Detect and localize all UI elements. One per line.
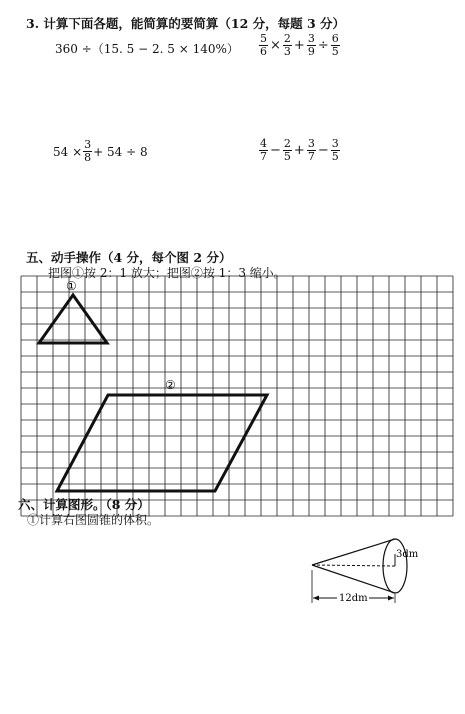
section-5-title: 五、动手操作（4 分，每个图 2 分） bbox=[26, 250, 232, 265]
problem-2: $\frac{5}{6}$ × $\frac{2}{3}$ + $\frac{3}{9}$ ÷ $\frac{6}{5}$ bbox=[260, 32, 339, 58]
section-5-instruction: 把图①按 2：1 放大；把图②按 1：3 缩小。 bbox=[48, 266, 286, 280]
section-6-item-1: ①计算右图圆锥的体积。 bbox=[27, 513, 160, 527]
fraction: $\frac{5}{6}$ bbox=[260, 32, 267, 58]
figure-1-label: ① bbox=[66, 279, 77, 293]
fraction: $\frac{3}{5}$ bbox=[331, 137, 339, 163]
radius-label: 3dm bbox=[396, 549, 419, 560]
section-6-title: 六、计算图形。（8 分） bbox=[18, 497, 150, 512]
fraction: $\frac{3}{7}$ bbox=[307, 137, 315, 163]
fraction: $\frac{3}{9}$ bbox=[307, 32, 315, 58]
figure-2-label: ② bbox=[165, 378, 176, 392]
parallelogram-figure-2 bbox=[57, 395, 267, 491]
fraction: $\frac{2}{5}$ bbox=[283, 137, 291, 163]
fraction: $\frac{6}{5}$ bbox=[331, 32, 339, 58]
problem-3: 54 × $\frac{3}{8}$ + 54 ÷ 8 bbox=[53, 138, 148, 164]
height-label: 12dm bbox=[339, 593, 368, 604]
question-3-title: 3. 计算下面各题，能简算的要简算（12 分，每题 3 分） bbox=[26, 16, 346, 31]
fraction: $\frac{3}{8}$ bbox=[84, 138, 92, 164]
problem-4: $\frac{4}{7}$ − $\frac{2}{5}$ + $\frac{3}{7}$ − $\frac{3}{5}$ bbox=[260, 137, 339, 163]
triangle-figure-1 bbox=[39, 295, 107, 343]
fraction: $\frac{4}{7}$ bbox=[260, 137, 267, 163]
problem-1: 360 ÷（15. 5 − 2. 5 × 140%） bbox=[55, 42, 239, 56]
fraction: $\frac{2}{3}$ bbox=[283, 32, 291, 58]
